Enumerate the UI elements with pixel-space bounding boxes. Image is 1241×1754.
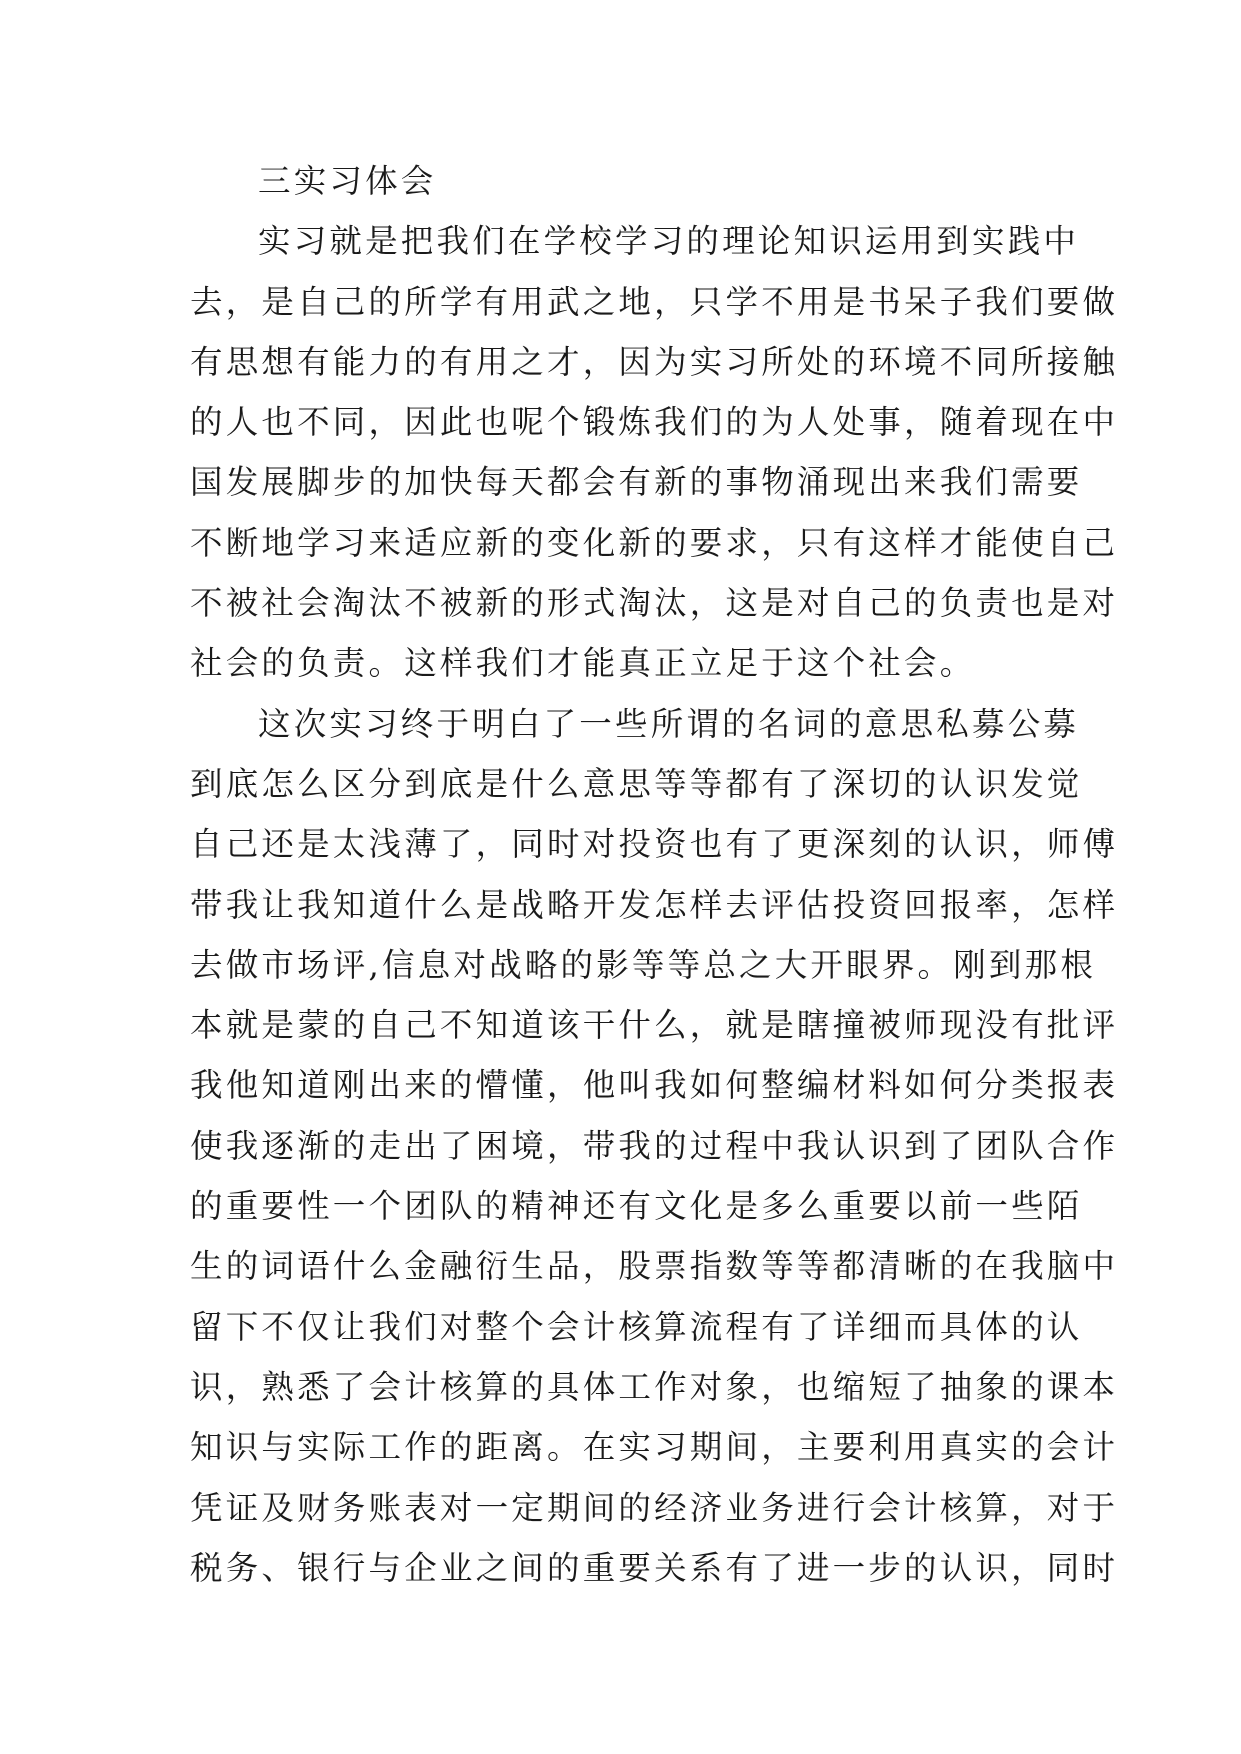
paragraph-line: 留下不仅让我们对整个会计核算流程有了详细而具体的认 xyxy=(190,1307,1083,1346)
paragraph-line: 知识与实际工作的距离。在实习期间，主要利用真实的会计 xyxy=(190,1428,1119,1467)
paragraph-line: 不断地学习来适应新的变化新的要求，只有这样才能使自己 xyxy=(190,523,1119,562)
document-body xyxy=(190,151,1119,1598)
paragraph-line: 自己还是太浅薄了，同时对投资也有了更深刻的认识，师傅 xyxy=(190,825,1119,864)
paragraph-line: 有思想有能力的有用之才，因为实习所处的环境不同所接触 xyxy=(190,342,1119,381)
paragraph-line: 这次实习终于明白了一些所谓的名词的意思私募公募 xyxy=(258,704,1080,743)
paragraph-line: 实习就是把我们在学校学习的理论知识运用到实践中 xyxy=(258,222,1080,261)
paragraph-line: 社会的负责。这样我们才能真正立足于这个社会。 xyxy=(190,644,976,683)
paragraph-line: 带我让我知道什么是战略开发怎样去评估投资回报率，怎样 xyxy=(190,885,1119,924)
paragraph-line: 去，是自己的所学有用武之地，只学不用是书呆子我们要做 xyxy=(190,282,1119,321)
paragraph-line: 生的词语什么金融衍生品，股票指数等等都清晰的在我脑中 xyxy=(190,1247,1119,1286)
paragraph-line: 到底怎么区分到底是什么意思等等都有了深切的认识发觉 xyxy=(190,764,1083,803)
paragraph-line: 识，熟悉了会计核算的具体工作对象，也缩短了抽象的课本 xyxy=(190,1367,1119,1406)
paragraph-1 xyxy=(190,211,1119,693)
paragraph-line: 的人也不同，因此也呢个锻炼我们的为人处事，随着现在中 xyxy=(190,403,1119,442)
paragraph-line: 的重要性一个团队的精神还有文化是多么重要以前一些陌 xyxy=(190,1187,1083,1226)
paragraph-line: 不被社会淘汰不被新的形式淘汰，这是对自己的负责也是对 xyxy=(190,584,1119,623)
paragraph-line: 去做市场评,信息对战略的影等等总之大开眼界。刚到那根 xyxy=(190,945,1097,984)
paragraph-line: 使我逐渐的走出了困境，带我的过程中我认识到了团队合作 xyxy=(190,1126,1119,1165)
paragraph-line: 凭证及财务账表对一定期间的经济业务进行会计核算，对于 xyxy=(190,1488,1119,1527)
section-heading: 三实习体会 xyxy=(258,162,437,200)
paragraph-2 xyxy=(190,694,1119,1598)
paragraph-line: 本就是蒙的自己不知道该干什么，就是瞎撞被师现没有批评 xyxy=(190,1006,1119,1045)
paragraph-line: 国发展脚步的加快每天都会有新的事物涌现出来我们需要 xyxy=(190,463,1083,502)
paragraph-line: 税务、银行与企业之间的重要关系有了进一步的认识，同时 xyxy=(190,1548,1119,1587)
paragraph-line: 我他知道刚出来的懵懂，他叫我如何整编材料如何分类报表 xyxy=(190,1066,1119,1105)
